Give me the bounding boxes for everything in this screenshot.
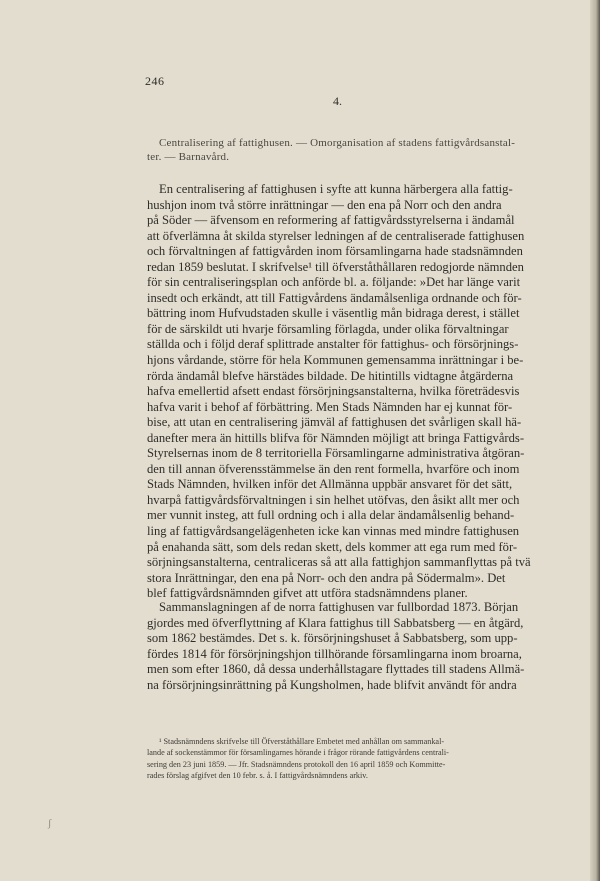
footnote-line: rades förslag afgifvet den 10 febr. s. å. I fattigvårdsnämndens arkiv. [147,771,368,781]
text-line: gjordes med öfverflyttning af Klara fattighus till Sabbatsberg — en åtgärd, [147,615,524,630]
text-line: stora Inrättningar, den ena på Norr- och den andra på Södermalm». Det [147,570,506,585]
footnote [147,736,547,782]
text-line: hvarpå fattigvårdsförvaltningen i sin helhet utöfvas, den åsikt allt mer och [147,492,520,507]
text-line: för de särskildt uti hvarje församling förlagda, under olika förvaltningar [147,321,509,336]
text-line: hushjon inom två större inrättningar — den ena på Norr och den andra [147,197,502,212]
text-line: fördes 1814 för försörjningshjon tillhörande församlingarna inom broarna, [147,646,522,661]
chapter-summary [147,136,547,164]
page-edge-shadow [590,0,600,881]
text-line: hafva emellertid afsett endast försörjningsanstalterna, hvilka företrädesvis [147,384,520,399]
text-line: bättring inom Hufvudstaden skulle i väsentlig mån bidraga derest, i stället [147,306,520,321]
footnote-line: ¹ Stadsnämndens skrifvelse till Öfverståthållare Embetet med anhållan om sammankal- [159,737,445,746]
section-number: 4. [333,94,342,108]
text-line: Styrelsernas inom de 8 territoriella Församlingarne administrativa åtgöran- [147,446,525,461]
footnote-line: sering den 23 juni 1859. — Jfr. Stadsnämndens protokoll den 16 april 1859 och Kommitte- [147,759,446,769]
paragraph-2 [147,600,547,693]
text-line: bise, att utan en centralisering jämväl af fattighusen det svårligen skall hä- [147,415,522,430]
text-line: på Söder — äfvensom en reformering af fattigvårdsstyrelserna i ändamål [147,213,515,228]
page-number: 246 [145,74,165,88]
text-line: redan 1859 beslutat. I skrifvelse¹ till öfverståthållaren redogjorde nämnden [147,259,524,274]
text-line: Stads Nämnden, hvilken inför det Allmänna uppbär ansvaret för det sätt, [147,477,513,492]
text-line: ling af fattigvårdsangelägenheten icke kan vinnas med mindre fattighusen [147,524,520,539]
text-line: mer vunnit insteg, att full ordning och i alla delar ändamålsenlig behand- [147,508,515,523]
text-line: på enahanda sätt, som dels redan skett, dels kommer att ega rum med för- [147,539,518,554]
text-line: na försörjningsinrättning på Kungsholmen, hade blifvit användt för andra [147,677,517,692]
text-line: ställda och i följd deraf splittrade anstalter för fattighus- och försörjnings- [147,337,519,352]
text-line: som 1862 bestämdes. Det s. k. försörjningshuset å Sabbatsberg, som upp- [147,631,518,646]
summary-line: ter. — Barnavård. [147,151,230,163]
text-line: och förvaltningen af fattigvården inom församlingarna hade stadsnämnden [147,244,523,259]
text-line: blef fattigvårdsnämnden gifvet att utföra stadsnämndens planer. [147,586,468,601]
summary-line: Centralisering af fattighusen. — Omorganisation af stadens fattigvårdsanstal- [159,137,516,149]
text-line: för sin centraliseringsplan och anförde bl. a. följande: »Det har länge varit [147,275,521,290]
text-line: hafva varit i behof af förbättring. Men Stads Nämnden har ej kunnat för- [147,399,513,414]
text-line: insedt och erkändt, att till Fattigvårdens ändamålsenliga ordnande och för- [147,290,522,305]
paragraph-1 [147,182,547,602]
text-line: men som efter 1860, då dessa underhållstagare flyttades till stadens Allmä- [147,662,525,677]
text-line: den till annan öfverensstämmelse än den rent formella, hvarföre och inom [147,461,520,476]
margin-mark: ʃ [48,818,52,829]
text-line: danefter mera än hittills blifva för Nämnden möjligt att bringa Fattigvårds- [147,430,525,445]
text-line: En centralisering af fattighusen i syfte att kunna härbergera alla fattig- [159,182,513,196]
text-line: Sammanslagningen af de norra fattighusen var fullbordad 1873. Början [159,600,519,614]
text-line: rörda ändamål blefve härstädes bildade. De hitintills vidtagne åtgärderna [147,368,514,383]
text-line: att öfverlämna åt skilda styrelser ledningen af de centraliserade fattighusen [147,228,525,243]
text-line: sörjningsanstalterna, centraliceras så att alla fattighjon sammanflyttas på tvä [147,555,531,570]
text-line: hjons vårdande, större för hela Kommunen gemensamma inrättningar i be- [147,353,524,368]
footnote-line: lande af sockenstämmor för församlingarnes hörande i frågor rörande fattigvårdens centrali- [147,748,449,758]
